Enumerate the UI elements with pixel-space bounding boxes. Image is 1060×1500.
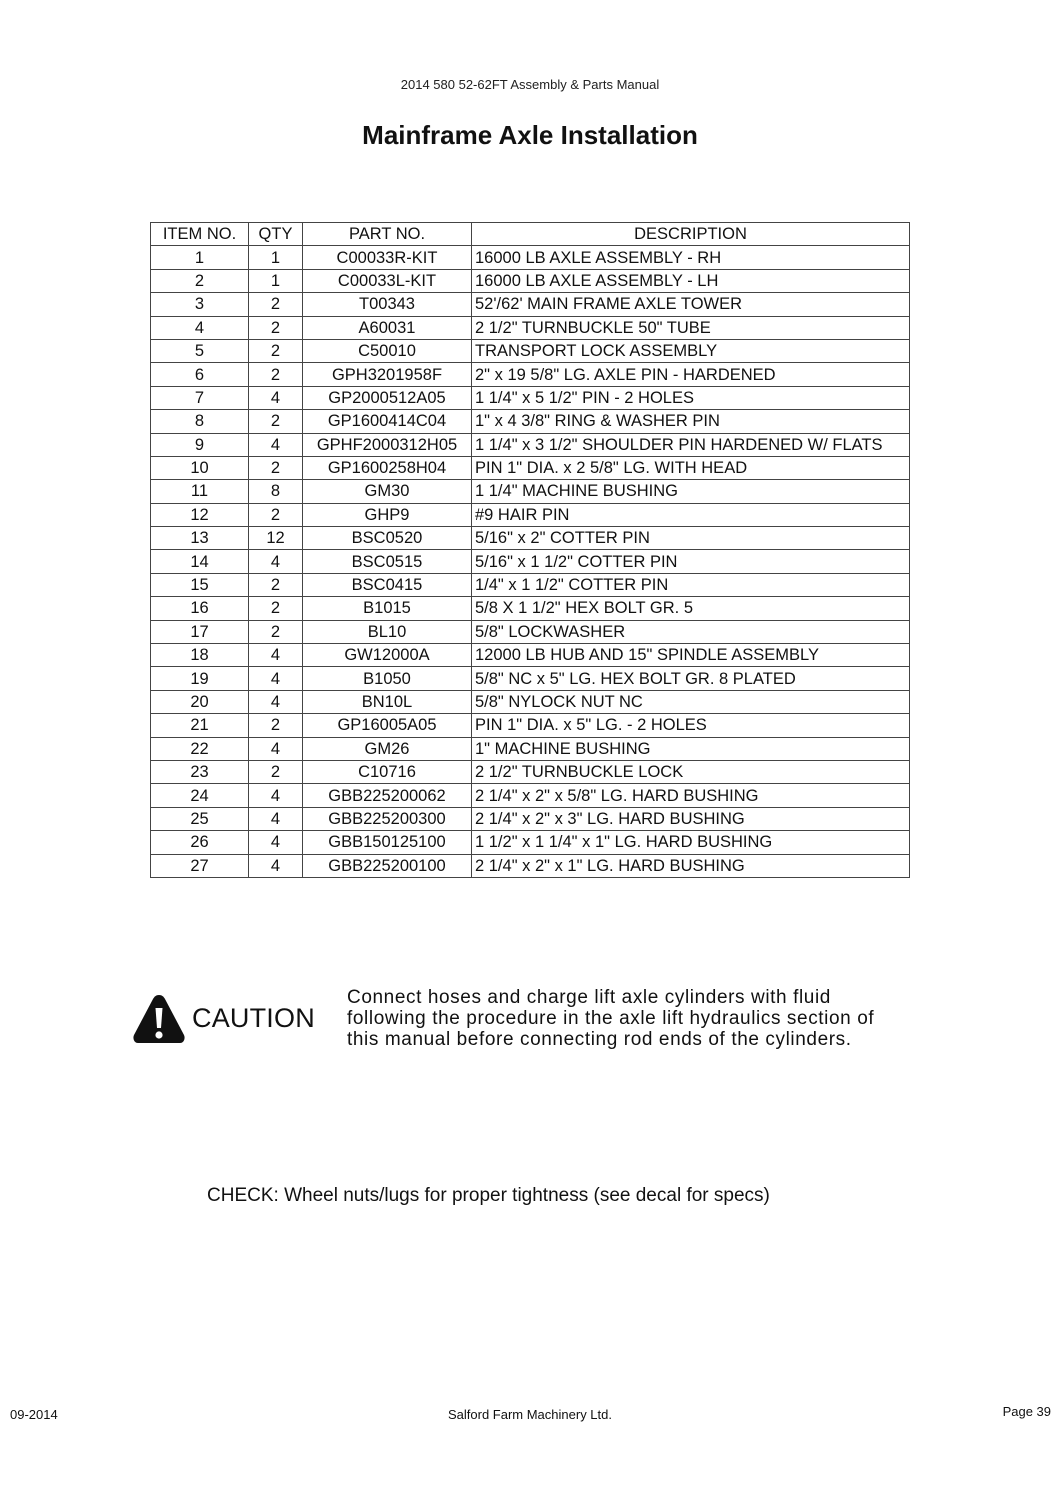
item-no-cell: 1	[151, 246, 249, 269]
table-row	[151, 784, 910, 807]
description-cell: 16000 LB AXLE ASSEMBLY - RH	[472, 246, 910, 269]
table-row	[151, 667, 910, 690]
description-cell: 1" x 4 3/8" RING & WASHER PIN	[472, 410, 910, 433]
item-no-cell: 6	[151, 363, 249, 386]
qty-cell: 2	[249, 410, 303, 433]
qty-cell: 4	[249, 831, 303, 854]
part-no-cell: C10716	[303, 760, 472, 783]
qty-cell: 2	[249, 456, 303, 479]
table-row	[151, 760, 910, 783]
table-row	[151, 831, 910, 854]
part-no-cell: GP2000512A05	[303, 386, 472, 409]
description-cell: 1 1/4" x 3 1/2" SHOULDER PIN HARDENED W/ FLATS	[472, 433, 910, 456]
caution-line: Connect hoses and charge lift axle cylinders with fluid	[347, 987, 831, 1008]
part-no-cell: C00033L-KIT	[303, 269, 472, 292]
item-no-cell: 7	[151, 386, 249, 409]
page-title: Mainframe Axle Installation	[362, 120, 698, 150]
qty-cell: 2	[249, 760, 303, 783]
warning-triangle-icon	[132, 993, 186, 1045]
qty-cell: 4	[249, 550, 303, 573]
table-row	[151, 573, 910, 596]
check-note: CHECK: Wheel nuts/lugs for proper tightness (see decal for specs)	[207, 1185, 770, 1206]
qty-cell: 4	[249, 667, 303, 690]
qty-cell: 2	[249, 293, 303, 316]
table-row	[151, 597, 910, 620]
qty-cell: 2	[249, 620, 303, 643]
table-row	[151, 339, 910, 362]
qty-cell: 2	[249, 363, 303, 386]
caution-label: CAUTION	[192, 1003, 315, 1033]
description-cell: #9 HAIR PIN	[472, 503, 910, 526]
qty-cell: 4	[249, 690, 303, 713]
qty-cell: 2	[249, 597, 303, 620]
item-no-cell: 22	[151, 737, 249, 760]
qty-cell: 4	[249, 386, 303, 409]
table-row	[151, 644, 910, 667]
part-no-cell: BSC0515	[303, 550, 472, 573]
qty-cell: 4	[249, 784, 303, 807]
description-cell: 2 1/4" x 2" x 5/8" LG. HARD BUSHING	[472, 784, 910, 807]
part-no-cell: GPHF2000312H05	[303, 433, 472, 456]
caution-line: this manual before connecting rod ends of the cylinders.	[347, 1029, 852, 1050]
qty-cell: 1	[249, 246, 303, 269]
part-no-cell: GBB150125100	[303, 831, 472, 854]
qty-cell: 2	[249, 316, 303, 339]
table-row	[151, 456, 910, 479]
table-row	[151, 246, 910, 269]
table-row	[151, 316, 910, 339]
item-no-cell: 9	[151, 433, 249, 456]
table-row	[151, 737, 910, 760]
part-no-cell: B1015	[303, 597, 472, 620]
qty-cell: 4	[249, 644, 303, 667]
part-no-cell: BL10	[303, 620, 472, 643]
part-no-cell: GP1600414C04	[303, 410, 472, 433]
caution-line: following the procedure in the axle lift hydraulics section of	[347, 1008, 875, 1029]
qty-cell: 4	[249, 807, 303, 830]
table-row	[151, 269, 910, 292]
page-number: Page 39	[1002, 1404, 1051, 1419]
description-cell: 5/8" NC x 5" LG. HEX BOLT GR. 8 PLATED	[472, 667, 910, 690]
description-cell: PIN 1" DIA. x 2 5/8" LG. WITH HEAD	[472, 456, 910, 479]
table-row	[151, 433, 910, 456]
item-no-cell: 21	[151, 714, 249, 737]
item-no-cell: 18	[151, 644, 249, 667]
table-row	[151, 410, 910, 433]
part-no-cell: GBB225200300	[303, 807, 472, 830]
column-header: QTY	[249, 223, 303, 246]
item-no-cell: 12	[151, 503, 249, 526]
description-cell: 1 1/2" x 1 1/4" x 1" LG. HARD BUSHING	[472, 831, 910, 854]
table-row	[151, 550, 910, 573]
item-no-cell: 11	[151, 480, 249, 503]
part-no-cell: GBB225200062	[303, 784, 472, 807]
item-no-cell: 10	[151, 456, 249, 479]
part-no-cell: GPH3201958F	[303, 363, 472, 386]
description-cell: 2 1/2" TURNBUCKLE LOCK	[472, 760, 910, 783]
item-no-cell: 4	[151, 316, 249, 339]
part-no-cell: GM26	[303, 737, 472, 760]
part-no-cell: GW12000A	[303, 644, 472, 667]
table-row	[151, 386, 910, 409]
item-no-cell: 23	[151, 760, 249, 783]
item-no-cell: 24	[151, 784, 249, 807]
table-row	[151, 363, 910, 386]
table-row	[151, 527, 910, 550]
caution-callout	[132, 993, 322, 1049]
qty-cell: 4	[249, 737, 303, 760]
qty-cell: 4	[249, 854, 303, 877]
table-row	[151, 293, 910, 316]
caution-text	[347, 987, 967, 1050]
part-no-cell: GP16005A05	[303, 714, 472, 737]
description-cell: 2 1/4" x 2" x 1" LG. HARD BUSHING	[472, 854, 910, 877]
table-row	[151, 854, 910, 877]
qty-cell: 4	[249, 433, 303, 456]
parts-table	[150, 222, 910, 878]
item-no-cell: 16	[151, 597, 249, 620]
item-no-cell: 26	[151, 831, 249, 854]
part-no-cell: GHP9	[303, 503, 472, 526]
item-no-cell: 13	[151, 527, 249, 550]
part-no-cell: BSC0415	[303, 573, 472, 596]
item-no-cell: 2	[151, 269, 249, 292]
table-row	[151, 714, 910, 737]
part-no-cell: GM30	[303, 480, 472, 503]
table-row	[151, 503, 910, 526]
part-no-cell: GBB225200100	[303, 854, 472, 877]
qty-cell: 12	[249, 527, 303, 550]
item-no-cell: 8	[151, 410, 249, 433]
item-no-cell: 27	[151, 854, 249, 877]
description-cell: 5/16" x 2" COTTER PIN	[472, 527, 910, 550]
item-no-cell: 19	[151, 667, 249, 690]
qty-cell: 1	[249, 269, 303, 292]
part-no-cell: T00343	[303, 293, 472, 316]
description-cell: TRANSPORT LOCK ASSEMBLY	[472, 339, 910, 362]
item-no-cell: 15	[151, 573, 249, 596]
qty-cell: 8	[249, 480, 303, 503]
item-no-cell: 5	[151, 339, 249, 362]
description-cell: 2" x 19 5/8" LG. AXLE PIN - HARDENED	[472, 363, 910, 386]
part-no-cell: GP1600258H04	[303, 456, 472, 479]
qty-cell: 2	[249, 503, 303, 526]
qty-cell: 2	[249, 714, 303, 737]
description-cell: 52'/62' MAIN FRAME AXLE TOWER	[472, 293, 910, 316]
description-cell: 12000 LB HUB AND 15" SPINDLE ASSEMBLY	[472, 644, 910, 667]
description-cell: 1 1/4" x 5 1/2" PIN - 2 HOLES	[472, 386, 910, 409]
footer-company: Salford Farm Machinery Ltd.	[447, 1407, 612, 1422]
part-no-cell: BSC0520	[303, 527, 472, 550]
table-header-row	[151, 223, 910, 246]
description-cell: 2 1/2" TURNBUCKLE 50" TUBE	[472, 316, 910, 339]
table-row	[151, 620, 910, 643]
column-header: ITEM NO.	[151, 223, 249, 246]
part-no-cell: B1050	[303, 667, 472, 690]
column-header: PART NO.	[303, 223, 472, 246]
footer-date: 09-2014	[10, 1407, 58, 1422]
description-cell: PIN 1" DIA. x 5" LG. - 2 HOLES	[472, 714, 910, 737]
item-no-cell: 14	[151, 550, 249, 573]
description-cell: 2 1/4" x 2" x 3" LG. HARD BUSHING	[472, 807, 910, 830]
part-no-cell: BN10L	[303, 690, 472, 713]
qty-cell: 2	[249, 573, 303, 596]
column-header: DESCRIPTION	[472, 223, 910, 246]
part-no-cell: A60031	[303, 316, 472, 339]
table-row	[151, 480, 910, 503]
parts-table-body	[151, 246, 910, 878]
item-no-cell: 17	[151, 620, 249, 643]
item-no-cell: 25	[151, 807, 249, 830]
description-cell: 5/8" NYLOCK NUT NC	[472, 690, 910, 713]
manual-header: 2014 580 52-62FT Assembly & Parts Manual	[400, 77, 660, 92]
description-cell: 5/8 X 1 1/2" HEX BOLT GR. 5	[472, 597, 910, 620]
description-cell: 1" MACHINE BUSHING	[472, 737, 910, 760]
table-row	[151, 807, 910, 830]
qty-cell: 2	[249, 339, 303, 362]
description-cell: 1/4" x 1 1/2" COTTER PIN	[472, 573, 910, 596]
description-cell: 1 1/4" MACHINE BUSHING	[472, 480, 910, 503]
item-no-cell: 3	[151, 293, 249, 316]
item-no-cell: 20	[151, 690, 249, 713]
table-row	[151, 690, 910, 713]
description-cell: 16000 LB AXLE ASSEMBLY - LH	[472, 269, 910, 292]
description-cell: 5/16" x 1 1/2" COTTER PIN	[472, 550, 910, 573]
part-no-cell: C50010	[303, 339, 472, 362]
description-cell: 5/8" LOCKWASHER	[472, 620, 910, 643]
part-no-cell: C00033R-KIT	[303, 246, 472, 269]
